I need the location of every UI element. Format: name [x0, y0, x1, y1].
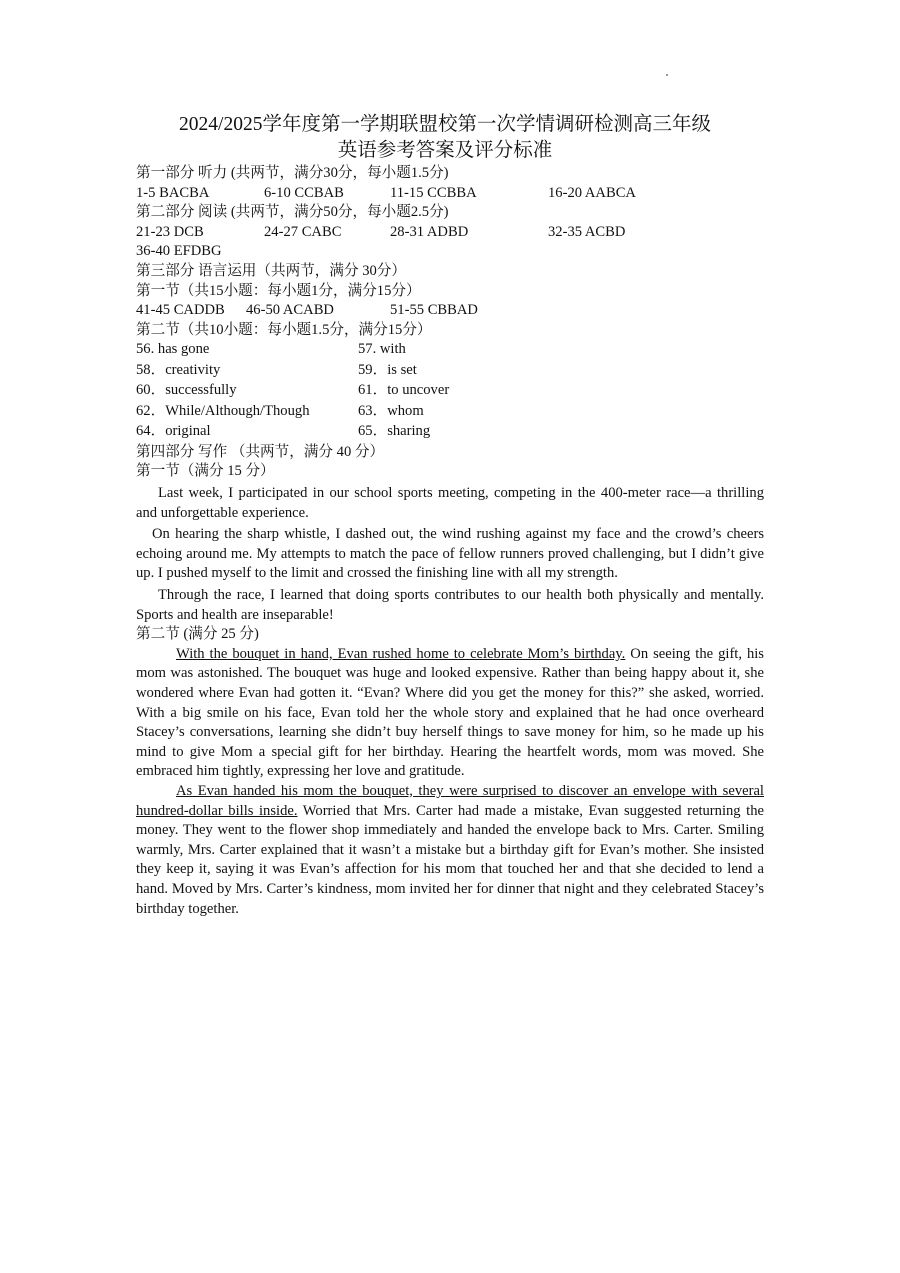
part3-section2-heading: 第二节（共10小题：每小题1.5分，满分15分）	[136, 321, 432, 338]
scan-speck	[666, 74, 668, 76]
fill-in-answer-row	[136, 381, 764, 402]
answer-group: 11-15 CCBBA	[390, 184, 477, 201]
fill-in-answer: 62．While/Although/Though	[136, 402, 310, 419]
given-opening-sentence: As Evan handed his mom the bouquet, they were surprised to discover an envelope with several hundred-dollar bills inside.	[136, 782, 764, 819]
answer-key-document	[136, 112, 764, 919]
part1-heading: 第一部分 听力 (共两节，满分30分，每小题1.5分)	[136, 165, 449, 181]
fill-in-answer: 58．creativity	[136, 361, 221, 378]
answer-group: 46-50 ACABD	[246, 302, 334, 319]
paragraph-body: Worried that Mrs. Carter had made a mistake, Evan suggested returning the money. They went to the flower shop immediately and handed the envelope back to Mrs. Carter. Smiling warmly, Mrs. Carter explained that it wasn’t a mistake but a birthday gift for Evan’s mother. She insisted they keep it, saying it was Evan’s affection for his mom that touched her and that she decided to lend a hand. Moved by Mrs. Carter’s kindness, mom invited her for dinner that night and they celebrated Stacey’s birthday together.	[136, 802, 764, 917]
given-opening-sentence: With the bouquet in hand, Evan rushed home to celebrate Mom’s birthday.	[176, 645, 626, 662]
answer-group: 24-27 CABC	[264, 223, 342, 240]
essay-paragraph: Last week, I participated in our school sports meeting, competing in the 400-meter race—a thrilling and unforgettable experience.	[136, 485, 764, 521]
fill-in-answer: 65．sharing	[358, 423, 431, 440]
answer-group: 21-23 DCB	[136, 223, 204, 240]
document-title-line-2: 英语参考答案及评分标准	[337, 140, 553, 161]
answer-group: 32-35 ACBD	[548, 223, 626, 240]
part3-section1-answers-row	[136, 301, 764, 321]
fill-in-answer: 56. has gone	[136, 341, 210, 358]
continuation-paragraph-2	[136, 782, 764, 919]
answer-group: 6-10 CCBAB	[264, 184, 344, 201]
fill-in-answer-row	[136, 340, 764, 361]
part4-section1-heading: 第一节（满分 15 分）	[136, 463, 275, 480]
fill-in-answer-row	[136, 422, 764, 443]
answer-group: 41-45 CADDB	[136, 302, 225, 319]
part4-heading: 第四部分 写作 （共两节，满分 40 分）	[136, 443, 385, 460]
part1-answers-row	[136, 184, 764, 204]
part2-answers-row	[136, 223, 764, 243]
fill-in-answer: 59．is set	[358, 361, 417, 378]
part2-answers-extra: 36-40 EFDBG	[136, 243, 222, 260]
part3-section1-heading: 第一节（共15小题：每小题1分，满分15分）	[136, 282, 421, 299]
answer-group: 1-5 BACBA	[136, 184, 210, 201]
paragraph-body: On seeing the gift, his mom was astonished. The bouquet was huge and looked expensive. Rather than being happy about it, she wondered where Evan had gotten it. “Evan? Where did you get the money for this?” she asked, worried. With a big smile on his face, Evan told her the whole story and explained that he had once overheard Stacey’s conversations, learning she didn’t buy herself things to save money for him, so he made up his mind to give Mom a special gift for her birthday. Hearing the heartfelt words, mom was moved. She embraced him tightly, expressing her love and gratitude.	[136, 645, 764, 780]
answer-group: 28-31 ADBD	[390, 223, 469, 240]
continuation-paragraph-1	[136, 645, 764, 782]
essay-paragraph: On hearing the sharp whistle, I dashed out, the wind rushing against my face and the crowd’s cheers echoing around me. My attempts to match the pace of fellow runners proved challenging, but I didn’t give up. I pushed myself to the limit and crossed the finishing line with all my strength.	[136, 526, 764, 582]
fill-in-answer: 64．original	[136, 423, 211, 440]
fill-in-answer: 60．successfully	[136, 382, 237, 399]
answer-group: 16-20 AABCA	[548, 184, 636, 201]
essay-paragraph: Through the race, I learned that doing sports contributes to our health both physically and mentally. Sports and health are inseparable!	[136, 587, 764, 623]
fill-in-answer: 61．to uncover	[358, 382, 450, 399]
part4-section2-heading: 第二节 (满分 25 分)	[136, 626, 259, 643]
fill-in-answer-row	[136, 361, 764, 382]
document-title-line-1: 2024/2025学年度第一学期联盟校第一次学情调研检测高三年级	[179, 114, 711, 135]
fill-in-answer: 57. with	[358, 341, 406, 358]
answer-group: 51-55 CBBAD	[390, 302, 478, 319]
part3-heading: 第三部分 语言运用（共两节，满分 30分）	[136, 262, 406, 279]
part2-heading: 第二部分 阅读 (共两节，满分50分，每小题2.5分)	[136, 204, 449, 221]
fill-in-answer: 63．whom	[358, 402, 424, 419]
fill-in-answer-row	[136, 402, 764, 423]
